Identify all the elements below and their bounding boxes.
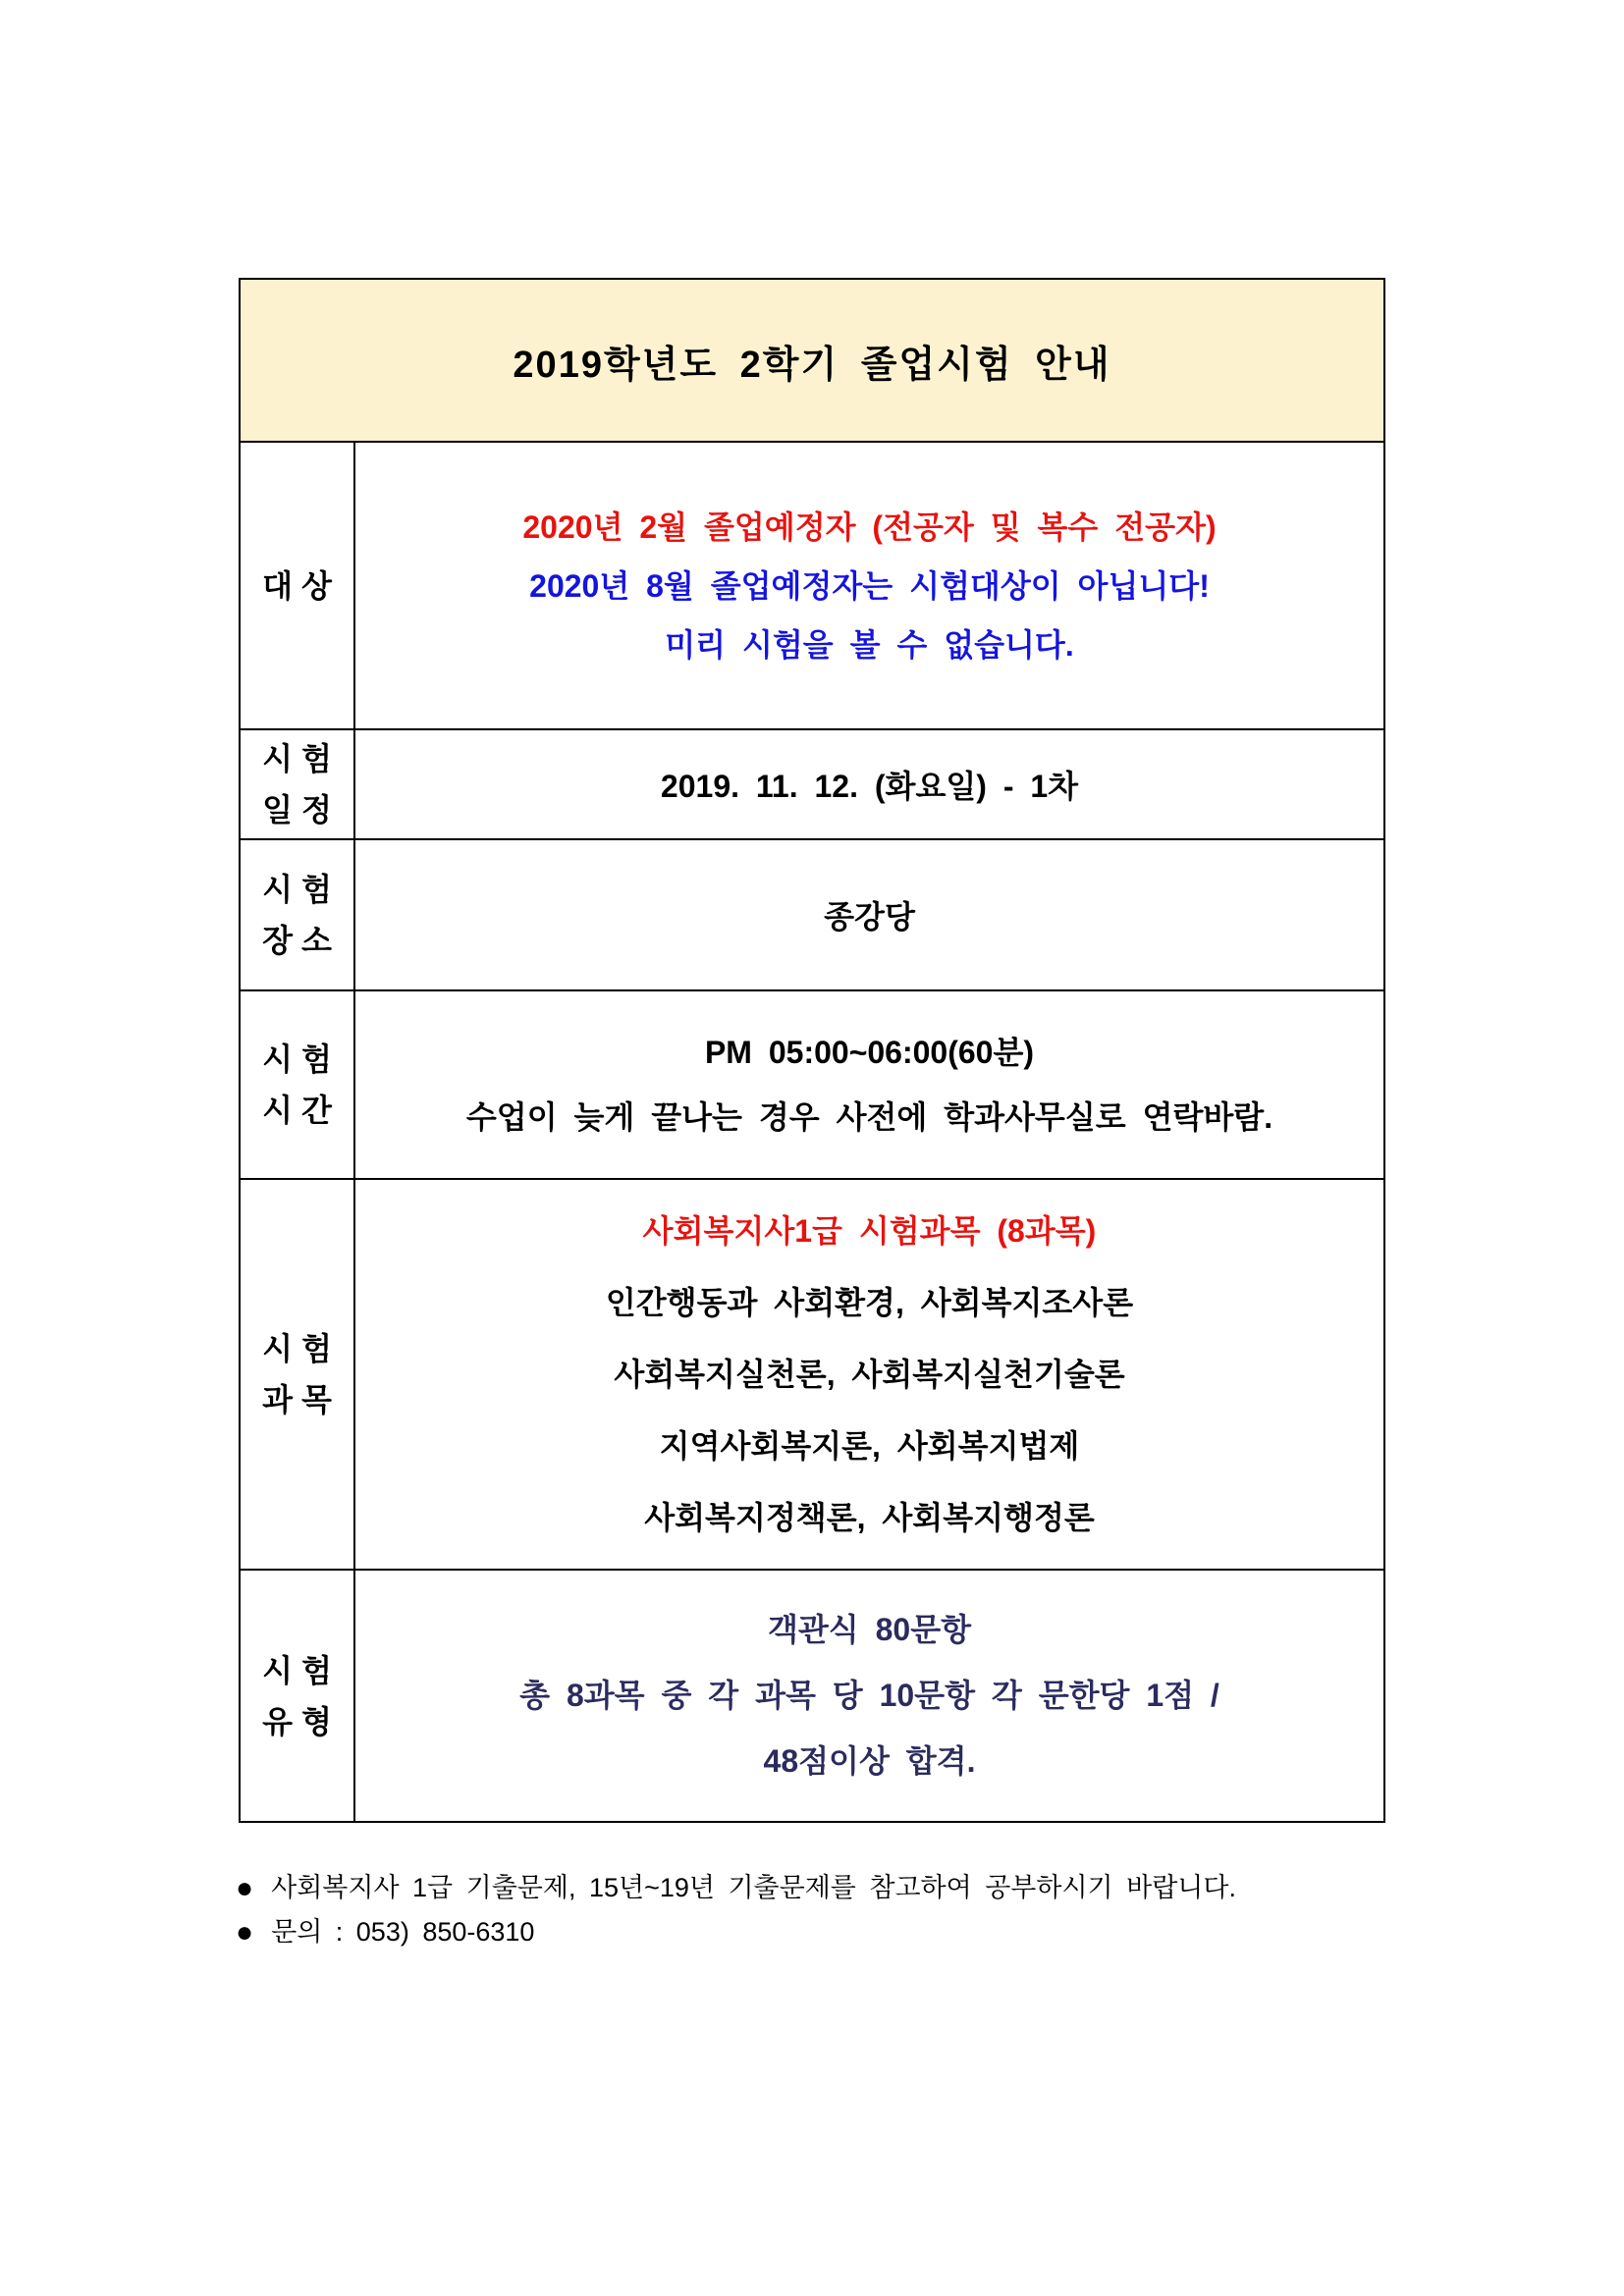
content-line: 2020년 2월 졸업예정자 (전공자 및 복수 전공자) xyxy=(522,508,1217,545)
footer-note-text: 사회복지사 1급 기출문제, 15년~19년 기출문제를 참고하여 공부하시기 바랍니다. xyxy=(271,1873,1236,1902)
footer-note xyxy=(236,1910,1473,1954)
table-row-format xyxy=(241,1571,1383,1821)
content-line: 미리 시험을 볼 수 없습니다. xyxy=(665,626,1074,663)
label-line: 장소 xyxy=(262,923,341,958)
row-label-schedule xyxy=(241,730,355,838)
row-content-subjects xyxy=(355,1180,1383,1569)
content-line: 2019. 11. 12. (화요일) - 1차 xyxy=(660,769,1079,804)
label-line: 유형 xyxy=(262,1703,341,1739)
content-line: 지역사회복지론, 사회복지법제 xyxy=(659,1427,1080,1464)
content-line: PM 05:00~06:00(60분) xyxy=(704,1035,1035,1070)
table-row-subjects xyxy=(241,1180,1383,1571)
label-line: 시험 xyxy=(262,1652,341,1688)
table-row-schedule xyxy=(241,730,1383,840)
row-content-schedule xyxy=(355,730,1383,838)
footer-note-text: 문의 : 053) 850-6310 xyxy=(271,1917,535,1947)
table-row-time xyxy=(241,991,1383,1180)
content-line: 사회복지사1급 시험과목 (8과목) xyxy=(642,1212,1097,1249)
content-line: 총 8과목 중 각 과목 당 10문항 각 문한당 1점 / xyxy=(519,1678,1219,1713)
content-line: 사회복지정책론, 사회복지행정론 xyxy=(644,1499,1095,1535)
bullet-icon: ● xyxy=(236,1916,254,1949)
row-content-format xyxy=(355,1571,1383,1821)
label-line: 일정 xyxy=(262,792,341,828)
row-label-place xyxy=(241,840,355,989)
bullet-icon: ● xyxy=(236,1872,254,1904)
row-label-time xyxy=(241,991,355,1178)
content-line: 인간행동과 사회환경, 사회복지조사론 xyxy=(605,1284,1134,1320)
label-line: 시험 xyxy=(262,872,341,907)
content-line: 객관식 80문항 xyxy=(767,1612,972,1647)
row-content-place xyxy=(355,840,1383,989)
table-row-place xyxy=(241,840,1383,991)
label-line: 시간 xyxy=(262,1093,341,1128)
table-title-row xyxy=(241,280,1383,443)
row-content-target xyxy=(355,443,1383,728)
exam-info-table xyxy=(239,278,1385,1823)
row-label-target xyxy=(241,443,355,728)
label-line: 과목 xyxy=(262,1382,341,1417)
row-label-format xyxy=(241,1571,355,1821)
row-label-subjects xyxy=(241,1180,355,1569)
table-row-target xyxy=(241,443,1383,730)
content-line: 수업이 늦게 끝나는 경우 사전에 학과사무실로 연락바람. xyxy=(465,1099,1273,1135)
label-line: 시험 xyxy=(262,741,341,776)
document-title: 2019학년도 2학기 졸업시험 안내 xyxy=(513,344,1111,386)
content-line: 48점이상 합격. xyxy=(763,1743,976,1779)
content-line: 사회복지실천론, 사회복지실천기술론 xyxy=(614,1356,1125,1392)
content-line: 2020년 8월 졸업예정자는 시험대상이 아닙니다! xyxy=(529,567,1210,604)
row-content-time xyxy=(355,991,1383,1178)
label-line: 대상 xyxy=(262,567,341,604)
content-line: 종강당 xyxy=(824,899,915,934)
label-line: 시험 xyxy=(262,1041,341,1077)
footer-note xyxy=(236,1866,1473,1910)
label-line: 시험 xyxy=(262,1331,341,1366)
footer-notes xyxy=(236,1866,1473,1954)
